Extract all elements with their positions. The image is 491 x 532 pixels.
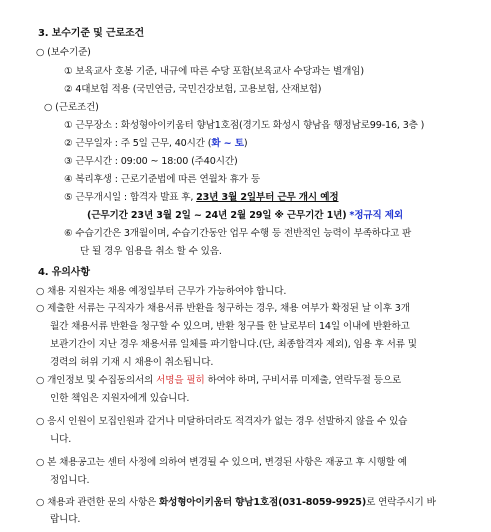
notice-3-text-b: 하여야 하며, 구비서류 미제출, 연락두절 등으로	[204, 375, 402, 386]
work-days-close: )	[243, 138, 248, 149]
notice-3-signature-emphasis: 서명을 필히	[156, 375, 205, 386]
notice-6-line-2: 랍니다.	[50, 514, 81, 525]
probation-line-2: 단 될 경우 임용을 취소 할 수 있음.	[80, 246, 222, 257]
notice-2-line-1: ○ 제출한 서류는 구직자가 채용서류 반환을 청구하는 경우, 채용 여부가 확정된 날 이후 3개	[36, 303, 410, 314]
section-3-title: 3. 보수기준 및 근로조건	[38, 28, 145, 39]
work-item-hours: ③ 근무시간 : 09:00 ~ 18:00 (주40시간)	[64, 156, 238, 167]
notice-3-line-1	[36, 375, 401, 387]
notice-1: ○ 채용 지원자는 채용 예정일부터 근무가 가능하여야 합니다.	[36, 286, 287, 297]
work-period-text: (근무기간 23년 3월 2일 ~ 24년 2월 29일 ※ 근무기간 1년)	[87, 210, 347, 221]
notice-5-line-1: ○ 본 채용공고는 센터 사정에 의하여 변경될 수 있으며, 변경된 사항은 재공고 후 시행할 예	[36, 457, 407, 468]
notice-2-line-3: 보관기간이 지난 경우 채용서류 일체를 파기합니다.(단, 최종합격자 제외), 임용 후 서류 및	[50, 339, 417, 350]
notice-3-text-a: ○ 개인정보 및 수집동의서의	[36, 375, 157, 386]
notice-6-line-1	[36, 497, 436, 509]
notice-6-text-a: ○ 채용과 관련한 문의 사항은	[36, 497, 160, 508]
work-period	[87, 210, 403, 222]
start-date-highlight: 23년 3월 2일부터 근무 개시 예정	[196, 192, 339, 203]
start-date-text: ⑤ 근무개시일 : 합격자 발표 후,	[64, 192, 197, 203]
regular-excluded-note: *정규직 제외	[349, 210, 404, 221]
work-item-welfare: ④ 복리후생 : 근로기준법에 따른 연월차 휴가 등	[64, 174, 260, 185]
work-conditions-heading: ○ (근로조건)	[44, 102, 99, 113]
work-days-highlight: 화 ~ 토	[211, 138, 244, 149]
work-item-start-date	[64, 192, 338, 204]
notice-6-contact: 화성형아이키움터 향남1호점(031-8059-9925)	[159, 497, 367, 508]
work-item-days	[64, 138, 247, 150]
notice-4-line-1: ○ 응시 인원이 모집인원과 같거나 미달하더라도 적격자가 없는 경우 선발하지 않을 수 있습	[36, 416, 408, 427]
notice-4-line-2: 니다.	[50, 434, 72, 445]
section-4-title: 4. 유의사항	[38, 267, 90, 278]
probation-line-1: ⑥ 수습기간은 3개월이며, 수습기간동안 업무 수행 등 전반적인 능력이 부족하다고 판	[64, 228, 412, 239]
notice-6-text-b: 로 연락주시기 바	[366, 497, 436, 508]
pay-item-2: ② 4대보험 적용 (국민연금, 국민건강보험, 고용보험, 산재보험)	[64, 84, 322, 95]
notice-5-line-2: 정입니다.	[50, 475, 90, 486]
notice-2-line-2: 월간 채용서류 반환을 청구할 수 있으며, 반환 청구를 한 날로부터 14일 이내에 반환하고	[50, 321, 410, 332]
notice-2-line-4: 경력의 허위 기재 시 채용이 취소됩니다.	[50, 357, 214, 368]
notice-3-line-2: 인한 책임은 지원자에게 있습니다.	[50, 393, 190, 404]
work-item-location: ① 근무장소 : 화성형아이키움터 향남1호점(경기도 화성시 향남읍 행정남로99-16, 3층 )	[64, 120, 425, 131]
work-days-text: ② 근무일자 : 주 5일 근무, 40시간 (	[64, 138, 212, 149]
pay-item-1: ① 보육교사 호봉 기준, 내규에 따른 수당 포함(보육교사 수당과는 별개임)	[64, 66, 364, 77]
pay-standard-heading: ○ (보수기준)	[36, 47, 91, 58]
